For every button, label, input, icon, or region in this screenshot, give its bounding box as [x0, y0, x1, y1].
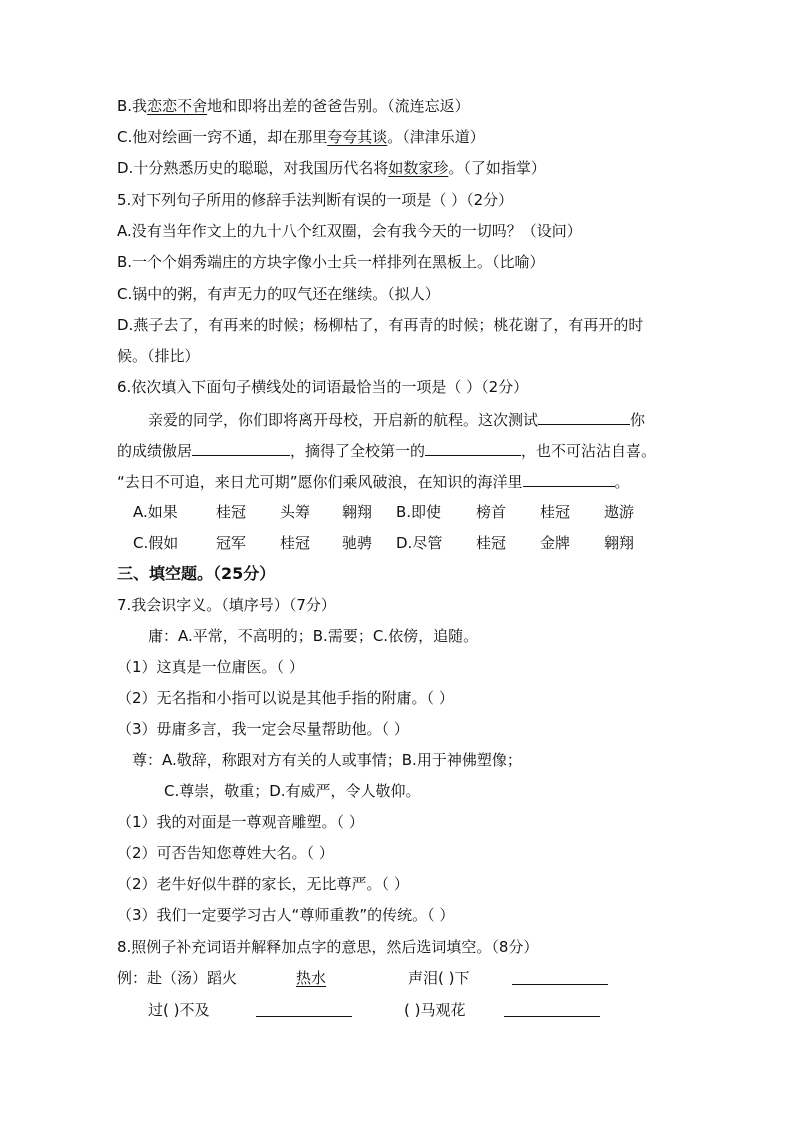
- fill-blank[interactable]: [523, 470, 615, 487]
- q5-option-b: B.一个个娟秀端庄的方块字像小士兵一样排列在黑板上。（比喻）: [117, 253, 545, 271]
- option-b-word4: 遨游: [604, 503, 635, 521]
- underlined-word: 夸夸其谈: [327, 128, 388, 146]
- fill-blank[interactable]: [256, 1000, 352, 1017]
- q5-option-c: C.锅中的粥，有声无力的叹气还在继续。（拟人）: [117, 285, 440, 303]
- q7-yong-definitions: 庸：A.平常，不高明的；B.需要；C.依傍，追随。: [148, 627, 479, 645]
- q8-item-a: 声泪( )下: [408, 969, 470, 987]
- q6-passage-line1: [148, 408, 645, 430]
- text: 亲爱的同学，你们即将离开母校，开启新的航程。这次测试: [148, 411, 539, 429]
- q7-zun-item2: （2）可否告知您尊姓大名。（ ）: [117, 844, 334, 862]
- q6-passage-line3: [117, 470, 630, 492]
- option-d-word4: 翱翔: [604, 534, 635, 552]
- q8-item-a-blank-wrap: [512, 968, 608, 990]
- q8-item-b: 过( )不及: [148, 1001, 210, 1019]
- q4-option-b: [117, 96, 470, 116]
- fill-blank[interactable]: [504, 1000, 600, 1017]
- q7-yong-item1: （1）这真是一位庸医。（ ）: [117, 658, 304, 676]
- q8-item-c-blank-wrap: [504, 1000, 600, 1022]
- q7-zun-definitions: 尊：A.敬辞，称跟对方有关的人或事情；B.用于神佛塑像；: [132, 751, 522, 769]
- question-7: 7.我会识字义。（填序号）（7分）: [117, 596, 336, 614]
- question-5: 5.对下列句子所用的修辞手法判断有误的一项是（ ）（2分）: [117, 191, 514, 209]
- q6-passage-line2: [117, 439, 656, 461]
- section-3-heading: 三、填空题。（25分）: [117, 564, 276, 583]
- underlined-word: 恋恋不舍: [147, 97, 208, 115]
- text: 。: [614, 473, 630, 491]
- q5-option-d-cont: 候。（排比）: [117, 347, 200, 365]
- q7-zun-definitions-cont: C.尊崇，敬重；D.有威严，令人敬仰。: [164, 782, 421, 800]
- option-b-word3: 桂冠: [540, 503, 571, 521]
- q4-option-d: [117, 158, 546, 178]
- underlined-word: 如数家珍: [388, 159, 449, 177]
- option-a-word4: 翱翔: [342, 503, 373, 521]
- option-c-word3: 桂冠: [280, 534, 311, 552]
- option-a-word3: 头筹: [280, 503, 311, 521]
- q4-option-c: [117, 127, 485, 147]
- q7-zun-item3: （2）老牛好似牛群的家长，无比尊严。（ ）: [117, 875, 409, 893]
- fill-blank[interactable]: [538, 408, 630, 425]
- q5-option-d: D.燕子去了，有再来的时候；杨柳枯了，有再青的时候；桃花谢了，有再开的时: [117, 316, 644, 334]
- option-d-word1: D.尽管: [396, 534, 443, 552]
- option-b-word2: 榜首: [476, 503, 507, 521]
- option-a-word2: 桂冠: [216, 503, 247, 521]
- text: ，摘得了全校第一的: [290, 442, 426, 460]
- text: 你: [630, 411, 646, 429]
- option-c-word2: 冠军: [216, 534, 247, 552]
- text: D.十分熟悉历史的聪聪，对我国历代名将: [117, 159, 389, 177]
- text: B.我: [117, 97, 148, 115]
- text: 。（津津乐道）: [387, 128, 485, 146]
- fill-blank[interactable]: [425, 439, 521, 456]
- q8-example-answer: 热水: [296, 969, 327, 987]
- q8-example: 例：赴（汤）蹈火: [117, 969, 238, 987]
- option-d-word3: 金牌: [540, 534, 571, 552]
- text: 。（了如指掌）: [448, 159, 546, 177]
- question-6: 6.依次填入下面句子横线处的词语最恰当的一项是（ ）（2分）: [117, 378, 529, 396]
- text: C.他对绘画一窍不通，却在那里: [117, 128, 328, 146]
- text: 地和即将出差的爸爸告别。（流连忘返）: [207, 97, 470, 115]
- option-c-word1: C.假如: [133, 534, 179, 552]
- q5-option-a: A.没有当年作文上的九十八个红双圈，会有我今天的一切吗？（设问）: [117, 222, 582, 240]
- q8-item-b-blank-wrap: [256, 1000, 352, 1022]
- text: 的成绩傲居: [117, 442, 193, 460]
- q7-yong-item3: （3）毋庸多言，我一定会尽量帮助他。（ ）: [117, 720, 409, 738]
- q7-zun-item4: （3）我们一定要学习古人“尊师重教”的传统。（ ）: [117, 906, 455, 924]
- text: ，也不可沾沾自喜。: [521, 442, 657, 460]
- q7-zun-item1: （1）我的对面是一尊观音雕塑。（ ）: [117, 813, 364, 831]
- text: “去日不可追，来日尤可期”愿你们乘风破浪，在知识的海洋里: [117, 473, 523, 491]
- option-b-word1: B.即使: [396, 503, 442, 521]
- option-d-word2: 桂冠: [476, 534, 507, 552]
- option-a-word1: A.如果: [133, 503, 178, 521]
- q8-item-c: ( )马观花: [404, 1001, 466, 1019]
- q7-yong-item2: （2）无名指和小指可以说是其他手指的附庸。（ ）: [117, 689, 454, 707]
- fill-blank[interactable]: [512, 968, 608, 985]
- fill-blank[interactable]: [192, 439, 290, 456]
- option-c-word4: 驰骋: [342, 534, 373, 552]
- question-8: 8.照例子补充词语并解释加点字的意思，然后选词填空。（8分）: [117, 938, 539, 956]
